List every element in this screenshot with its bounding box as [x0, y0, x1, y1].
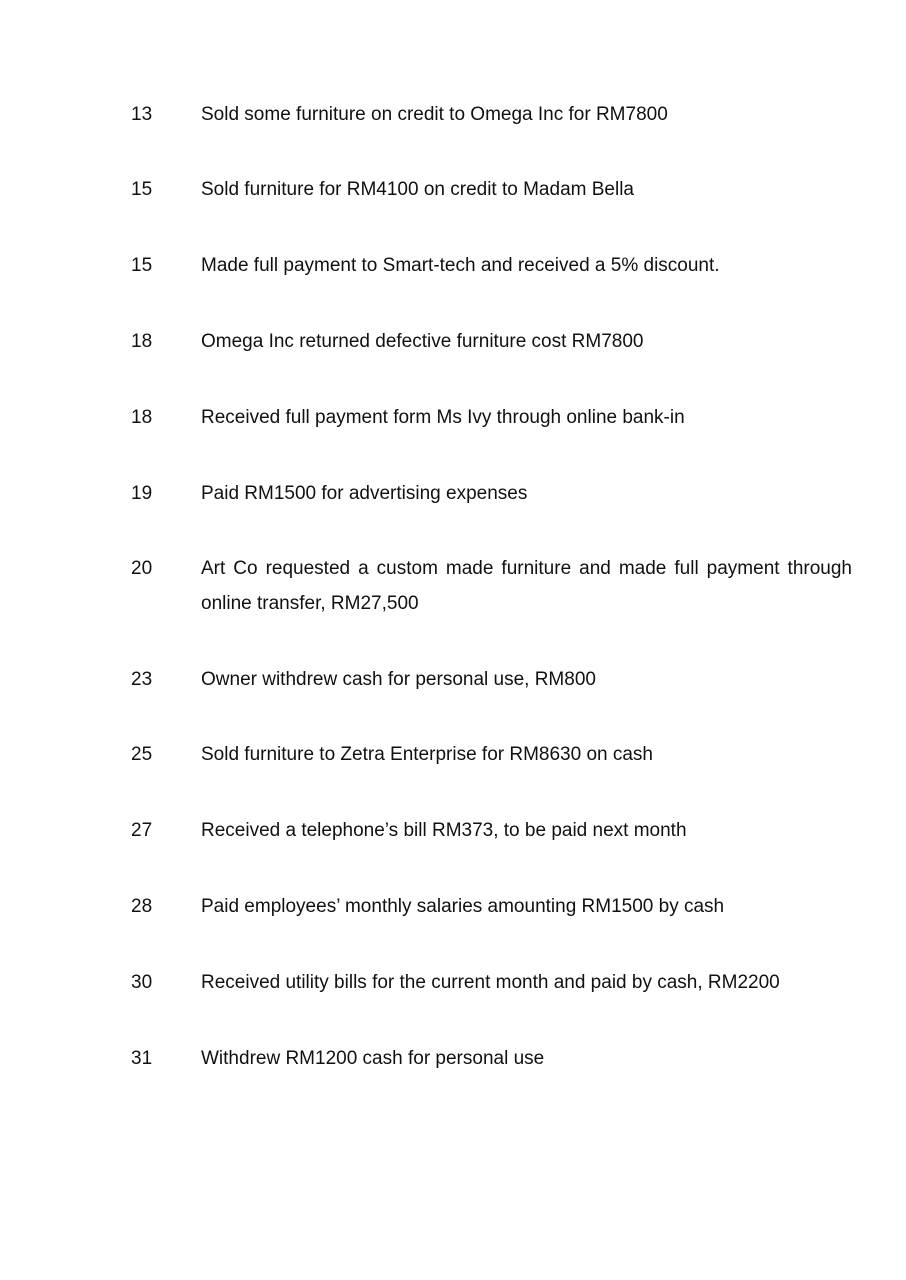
transaction-description: Received a telephone’s bill RM373, to be paid next month: [201, 820, 687, 841]
transaction-day: 28: [131, 896, 153, 917]
transaction-day: 20: [131, 558, 153, 579]
transaction-day: 31: [131, 1048, 153, 1069]
transaction-day: 30: [131, 972, 153, 993]
transaction-day: 25: [131, 744, 153, 765]
transaction-description: Sold furniture to Zetra Enterprise for RM8630 on cash: [201, 744, 654, 765]
transaction-day: 15: [131, 179, 153, 200]
transaction-day: 18: [131, 407, 153, 428]
transaction-description: Withdrew RM1200 cash for personal use: [201, 1048, 545, 1069]
transaction-description: Paid employees’ monthly salaries amounting RM1500 by cash: [201, 896, 725, 917]
transaction-description: Owner withdrew cash for personal use, RM800: [201, 669, 596, 690]
transaction-description: Received utility bills for the current month and paid by cash, RM2200: [201, 972, 780, 993]
transaction-day: 23: [131, 669, 153, 690]
transaction-day: 15: [131, 255, 153, 276]
transaction-description: Made full payment to Smart-tech and received a 5% discount.: [201, 255, 720, 276]
transaction-description: Sold furniture for RM4100 on credit to Madam Bella: [201, 179, 634, 200]
transaction-day: 13: [131, 104, 153, 125]
transaction-day: 18: [131, 331, 153, 352]
transaction-description: Paid RM1500 for advertising expenses: [201, 483, 528, 504]
transaction-description: Omega Inc returned defective furniture cost RM7800: [201, 331, 644, 352]
transaction-description: Sold some furniture on credit to Omega Inc for RM7800: [201, 104, 668, 125]
transaction-description: Art Co requested a custom made furniture and made full payment through online transfer, RM27,500: [201, 558, 852, 614]
transaction-day: 27: [131, 820, 153, 841]
transaction-description: Received full payment form Ms Ivy through online bank-in: [201, 407, 685, 428]
transaction-day: 19: [131, 483, 153, 504]
